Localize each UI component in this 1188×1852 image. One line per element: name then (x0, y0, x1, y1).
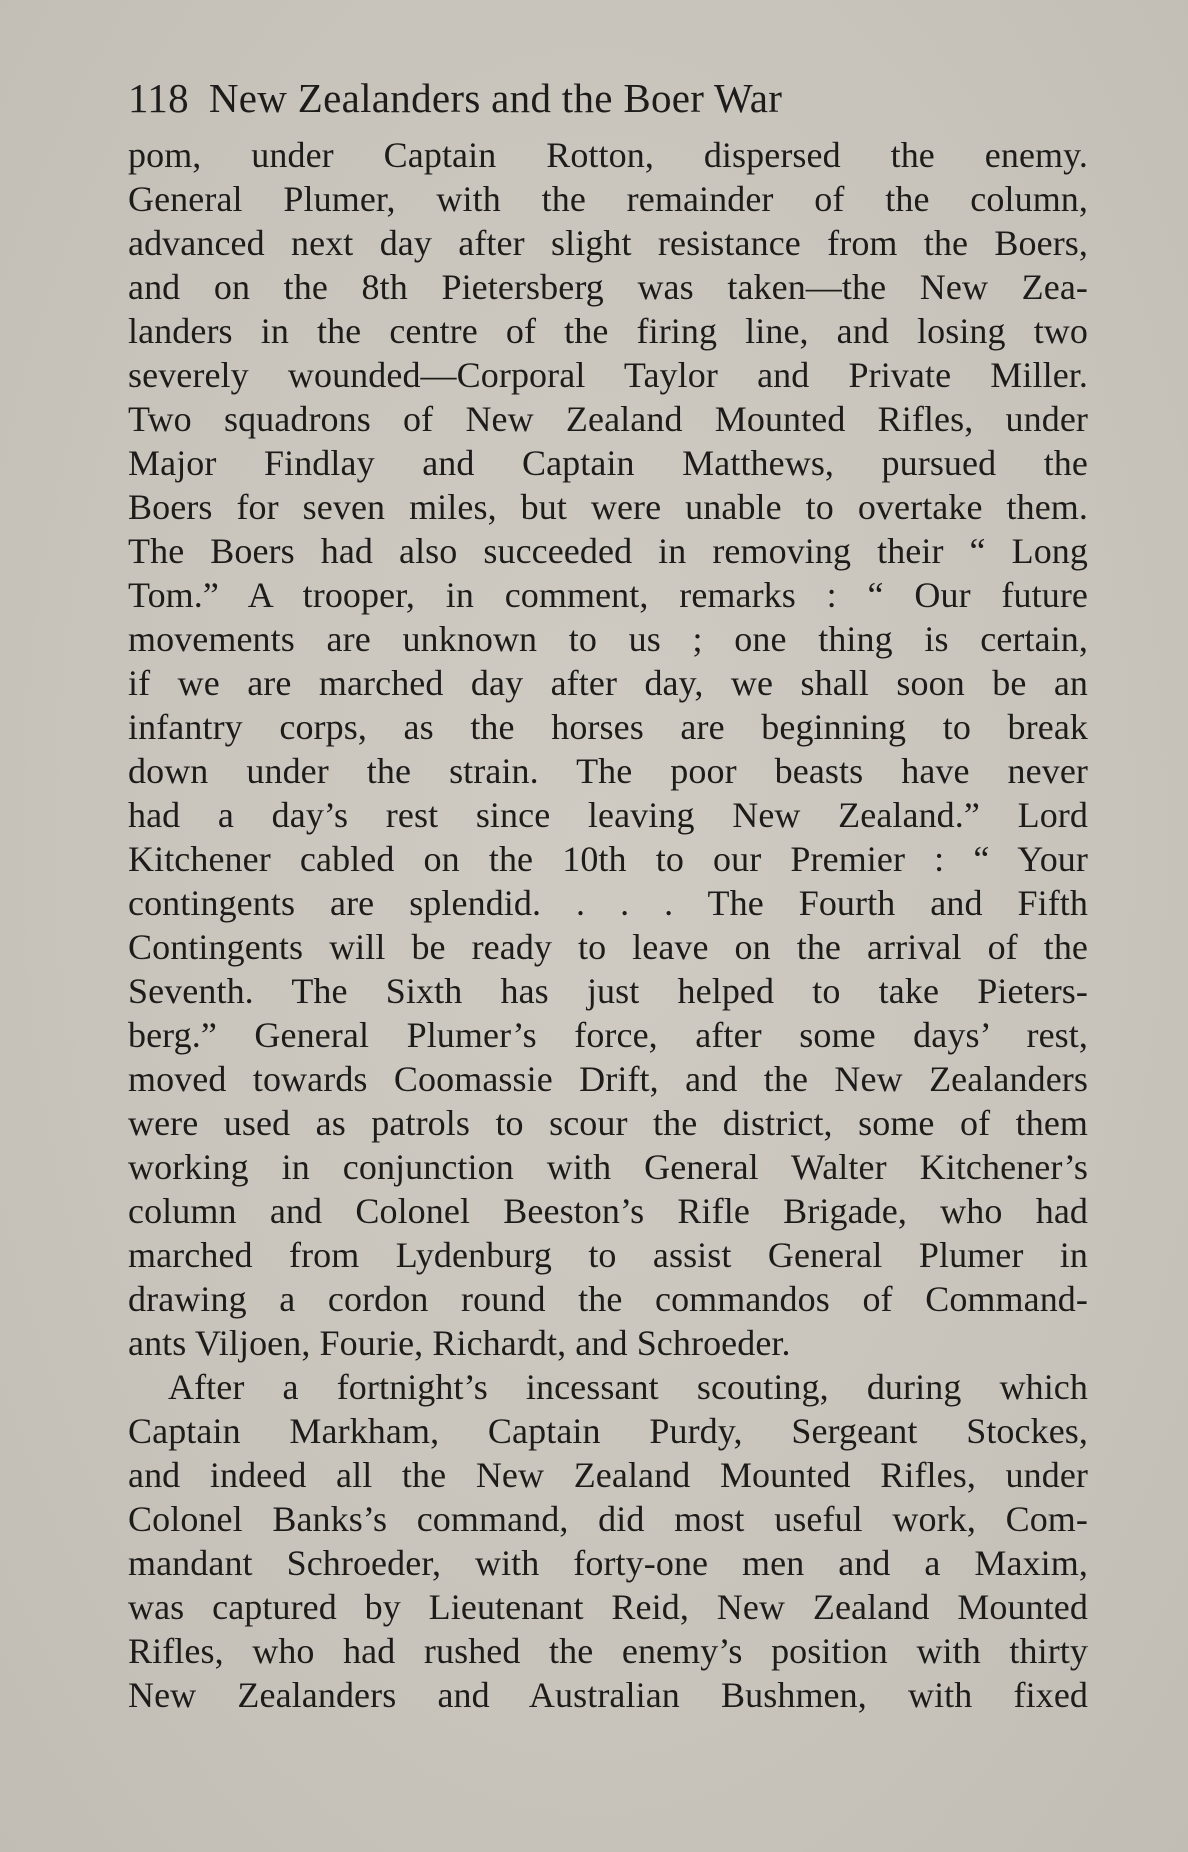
text-line: if we are marched day after day, we shall soon be an (128, 663, 1088, 703)
paragraph-2 (128, 1365, 1088, 1717)
text-line: drawing a cordon round the commandos of Command- (128, 1279, 1088, 1319)
text-line: were used as patrols to scour the district, some of them (128, 1103, 1088, 1143)
text-line: column and Colonel Beeston’s Rifle Brigade, who had (128, 1191, 1088, 1231)
text-line: marched from Lydenburg to assist General Plumer in (128, 1235, 1088, 1275)
text-line: and indeed all the New Zealand Mounted Rifles, under (128, 1455, 1088, 1495)
text-line: Kitchener cabled on the 10th to our Premier : “ Your (128, 839, 1088, 879)
text-line: mandant Schroeder, with forty-one men and a Maxim, (128, 1543, 1088, 1583)
text-line: was captured by Lieutenant Reid, New Zealand Mounted (128, 1587, 1088, 1627)
text-line: landers in the centre of the firing line, and losing two (128, 311, 1088, 351)
text-line: had a day’s rest since leaving New Zealand.” Lord (128, 795, 1088, 835)
book-page (128, 70, 1088, 1717)
text-line: General Plumer, with the remainder of the column, (128, 179, 1088, 219)
text-line: New Zealanders and Australian Bushmen, with fixed (128, 1675, 1088, 1715)
text-line: contingents are splendid. . . . The Fourth and Fifth (128, 883, 1088, 923)
text-line: severely wounded—Corporal Taylor and Private Miller. (128, 355, 1088, 395)
text-line: infantry corps, as the horses are beginning to break (128, 707, 1088, 747)
running-title: New Zealanders and the Boer War (208, 75, 783, 121)
text-line: Two squadrons of New Zealand Mounted Rifles, under (128, 399, 1088, 439)
text-line: Colonel Banks’s command, did most useful work, Com- (128, 1499, 1088, 1539)
text-line: Tom.” A trooper, in comment, remarks : “ Our future (128, 575, 1088, 615)
text-line: The Boers had also succeeded in removing their “ Long (128, 531, 1088, 571)
text-line: Major Findlay and Captain Matthews, pursued the (128, 443, 1088, 483)
text-line: Boers for seven miles, but were unable to overtake them. (128, 487, 1088, 527)
paragraph-1 (128, 133, 1088, 1365)
text-line: down under the strain. The poor beasts have never (128, 751, 1088, 791)
text-line: ants Viljoen, Fourie, Richardt, and Schroeder. (128, 1323, 791, 1363)
text-line: and on the 8th Pietersberg was taken—the New Zea- (128, 267, 1088, 307)
text-line: pom, under Captain Rotton, dispersed the enemy. (128, 135, 1088, 175)
running-head (128, 70, 1088, 126)
text-line: moved towards Coomassie Drift, and the New Zealanders (128, 1059, 1088, 1099)
text-line: Rifles, who had rushed the enemy’s position with thirty (128, 1631, 1088, 1671)
text-line: movements are unknown to us ; one thing is certain, (128, 619, 1088, 659)
page-number: 118 (128, 75, 189, 121)
text-line: working in conjunction with General Walter Kitchener’s (128, 1147, 1088, 1187)
text-line: Contingents will be ready to leave on the arrival of the (128, 927, 1088, 967)
text-line: Captain Markham, Captain Purdy, Sergeant Stockes, (128, 1411, 1088, 1451)
text-line: Seventh. The Sixth has just helped to take Pieters- (128, 971, 1088, 1011)
text-line: After a fortnight’s incessant scouting, during which (168, 1367, 1088, 1407)
text-line: advanced next day after slight resistance from the Boers, (128, 223, 1088, 263)
body-text (128, 133, 1088, 1717)
text-line: berg.” General Plumer’s force, after some days’ rest, (128, 1015, 1088, 1055)
